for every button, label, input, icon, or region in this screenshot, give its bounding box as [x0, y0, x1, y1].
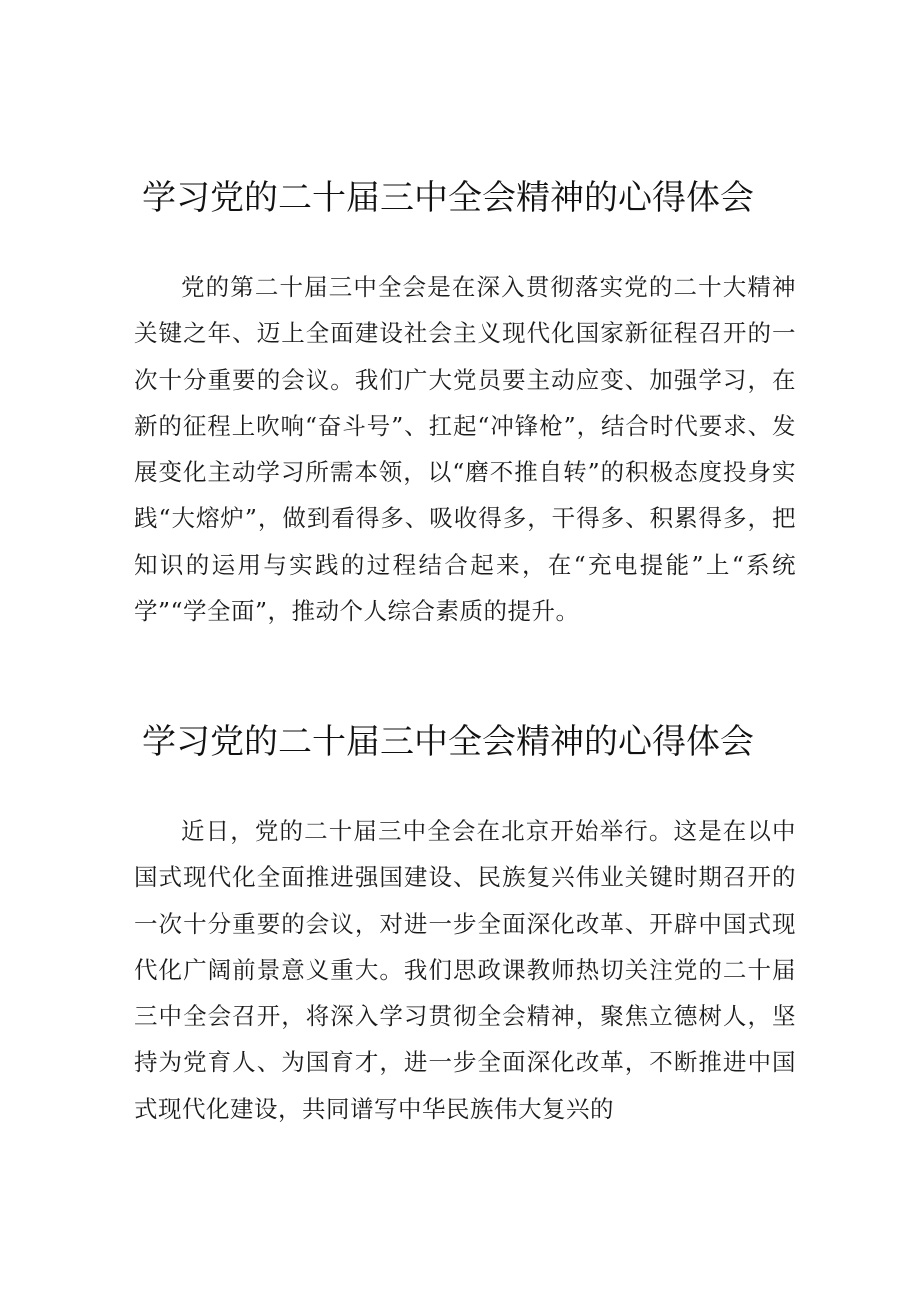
section-1-title: 学习党的二十届三中全会精神的心得体会	[142, 178, 754, 218]
section-2-title: 学习党的二十届三中全会精神的心得体会	[142, 722, 754, 762]
section-1-body: 党的第二十届三中全会是在深入贯彻落实党的二十大精神关键之年、迈上全面建设社会主义现代化国家新征程召开的一次十分重要的会议。我们广大党员要主动应变、加强学习，在新的征程上吹响“奋斗号”、扛起“冲锋枪”，结合时代要求、发展变化主动学习所需本领，以“磨不推自转”的积极态度投身实践“大熔炉”，做到看得多、吸收得多，干得多、积累得多，把知识的运用与实践的过程结合起来，在“充电提能”上“系统学”“学全面”，推动个人综合素质的提升。	[134, 273, 796, 626]
section-2-body: 近日，党的二十届三中全会在北京开始举行。这是在以中国式现代化全面推进强国建设、民族复兴伟业关键时期召开的一次十分重要的会议，对进一步全面深化改革、开辟中国式现代化广阔前景意义重大。我们思政课教师热切关注党的二十届三中全会召开，将深入学习贯彻全会精神，聚焦立德树人，坚持为党育人、为国育才，进一步全面深化改革，不断推进中国式现代化建设，共同谱写中华民族伟大复兴的	[134, 817, 796, 1123]
